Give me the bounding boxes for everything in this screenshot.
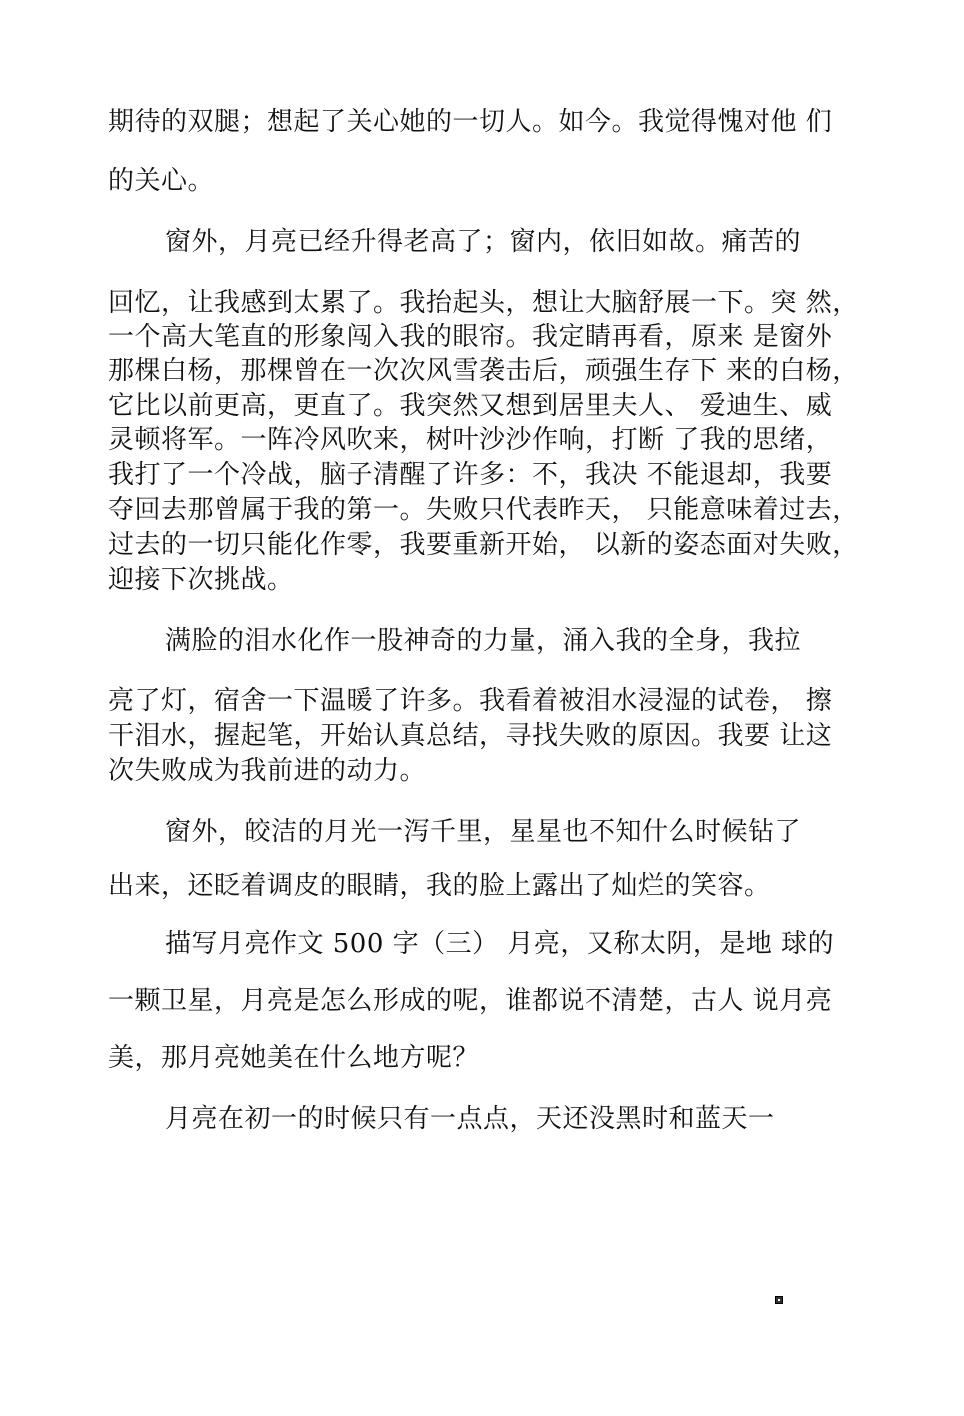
paragraph-start-line: 窗外，皎洁的月光一泻千里，星星也不知什么时候钻了 (165, 817, 802, 847)
text-line: 一个高大笔直的形象闯入我的眼帘。我定睛再看，原来 是窗外 (108, 322, 833, 352)
text-line: 一颗卫星，月亮是怎么形成的呢，谁都说不清楚，古人 说月亮 (108, 986, 833, 1016)
text-line: 的关心。 (108, 166, 215, 196)
text-line: 出来，还眨着调皮的眼睛，我的脸上露出了灿烂的笑容。 (108, 871, 771, 901)
page-marker-icon (775, 1296, 783, 1304)
text-line: 它比以前更高，更直了。我突然又想到居里夫人、 爱迪生、威 (108, 391, 833, 421)
paragraph-start-line: 窗外，月亮已经升得老高了；窗内，依旧如故。痛苦的 (165, 227, 802, 257)
text-line: 过去的一切只能化作零，我要重新开始， 以新的姿态面对失败， (108, 530, 859, 560)
text-line: 迎接下次挑战。 (108, 565, 294, 595)
paragraph-start-line: 月亮在初一的时候只有一点点，天还没黑时和蓝天一 (165, 1104, 775, 1134)
text-line: 我打了一个冷战，脑子清醒了许多：不，我决 不能退却，我要 (108, 460, 833, 490)
text-line: 亮了灯，宿舍一下温暖了许多。我看着被泪水浸湿的试卷， 擦 (108, 686, 833, 716)
text-line: 干泪水，握起笔，开始认真总结，寻找失败的原因。我要 让这 (108, 721, 833, 751)
text-line: 灵顿将军。一阵冷风吹来，树叶沙沙作响，打断 了我的思绪， (108, 425, 833, 455)
text-line: 那棵白杨，那棵曾在一次次风雪袭击后，顽强生存下 来的白杨， (108, 356, 859, 386)
text-line: 次失败成为我前进的动力。 (108, 756, 427, 786)
text-line: 期待的双腿；想起了关心她的一切人。如今。我觉得愧对他 们 (108, 107, 833, 137)
text-line: 夺回去那曾属于我的第一。失败只代表昨天， 只能意味着过去， (108, 495, 859, 525)
text-line: 回忆，让我感到太累了。我抬起头，想让大脑舒展一下。突 然， (108, 288, 859, 318)
text-line: 美，那月亮她美在什么地方呢？ (108, 1043, 480, 1073)
paragraph-start-line: 描写月亮作文 500 字（三） 月亮，又称太阴，是地 球的 (165, 929, 835, 959)
paragraph-start-line: 满脸的泪水化作一股神奇的力量，涌入我的全身，我拉 (165, 626, 802, 656)
